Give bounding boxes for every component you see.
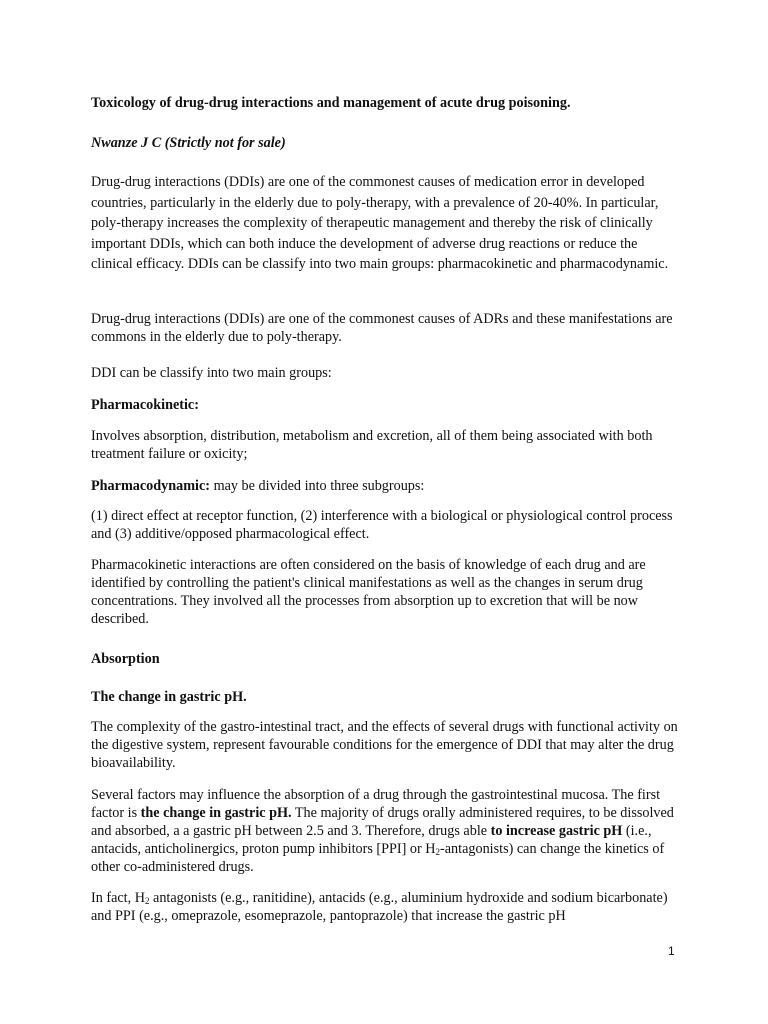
factors-bold-2: to increase gastric pH bbox=[490, 823, 623, 839]
factors-text-1: Several factors may influence the absorption of a drug through the gastrointestinal mucosa. The first factor is bbox=[91, 787, 661, 821]
pharmacodynamic-subgroups: (1) direct effect at receptor function, (2) interference with a biological or physiological control process and (3) additive/opposed pharmacological effect. bbox=[91, 508, 673, 542]
gi-paragraph: The complexity of the gastro-intestinal tract, and the effects of several drugs with functional activity on the digestive system, represent favourable conditions for the emergence of DDI that may alter the drug bioavailability. bbox=[91, 719, 678, 771]
factors-bold-1: the change in gastric pH. bbox=[140, 805, 292, 821]
final-subscript: 2 bbox=[144, 896, 150, 906]
pharmacodynamic-line bbox=[91, 477, 681, 495]
final-paragraph bbox=[91, 889, 681, 925]
absorption-heading: Absorption bbox=[91, 651, 160, 667]
factors-subscript: 2 bbox=[435, 847, 441, 857]
intro-paragraph: Drug-drug interactions (DDIs) are one of the commonest causes of medication error in developed countries, particularly in the elderly due to poly-therapy, with a prevalence of 20-40%. In particular, poly-therapy increases the complexity of therapeutic management and thereby the risk of clinically important DDIs, which can both induce the development of adverse drug reactions or reduce the clinical efficacy. DDIs can be classify into two main groups: pharmacokinetic and pharmacodynamic. bbox=[91, 174, 669, 272]
gastric-ph-heading: The change in gastric pH. bbox=[91, 689, 247, 705]
pharmacodynamic-label: Pharmacodynamic: bbox=[91, 478, 211, 494]
groups-intro: DDI can be classify into two main groups: bbox=[91, 365, 332, 381]
page-number: 1 bbox=[668, 944, 675, 958]
final-text-2: antagonists (e.g., ranitidine), antacids (e.g., aluminium hydroxide and sodium bicarbonate) and PPI (e.g., omeprazole, esomeprazole, pantoprazole) that increase the gastric pH bbox=[91, 890, 668, 924]
final-text-1: In fact, H bbox=[91, 890, 145, 906]
document-title: Toxicology of drug-drug interactions and management of acute drug poisoning. bbox=[91, 95, 571, 111]
factors-text-2: The majority of drugs orally administered requires, to be dissolved and absorbed, a a gastric pH between 2.5 and 3. Therefore, drugs able bbox=[91, 805, 674, 839]
second-paragraph: Drug-drug interactions (DDIs) are one of the commonest causes of ADRs and these manifestations are commons in the elderly due to poly-therapy. bbox=[91, 311, 673, 345]
pk-interactions-paragraph: Pharmacokinetic interactions are often considered on the basis of knowledge of each drug and are identified by controlling the patient's clinical manifestations as well as the changes in serum drug concentrations. They involved all the processes from absorption up to excretion that will be now described. bbox=[91, 557, 646, 627]
factors-text-4: -antagonists) can change the kinetics of other co-administered drugs. bbox=[91, 841, 665, 875]
pharmacodynamic-text: may be divided into three subgroups: bbox=[210, 478, 425, 494]
pharmacokinetic-heading: Pharmacokinetic: bbox=[91, 397, 199, 413]
factors-paragraph bbox=[91, 786, 681, 876]
pharmacokinetic-text: Involves absorption, distribution, metabolism and excretion, all of them being associated with both treatment failure or oxicity; bbox=[91, 428, 653, 462]
author-line: Nwanze J C (Strictly not for sale) bbox=[91, 135, 286, 151]
factors-text-3: (i.e., antacids, anticholinergics, proton pump inhibitors [PPI] or H bbox=[91, 823, 652, 857]
